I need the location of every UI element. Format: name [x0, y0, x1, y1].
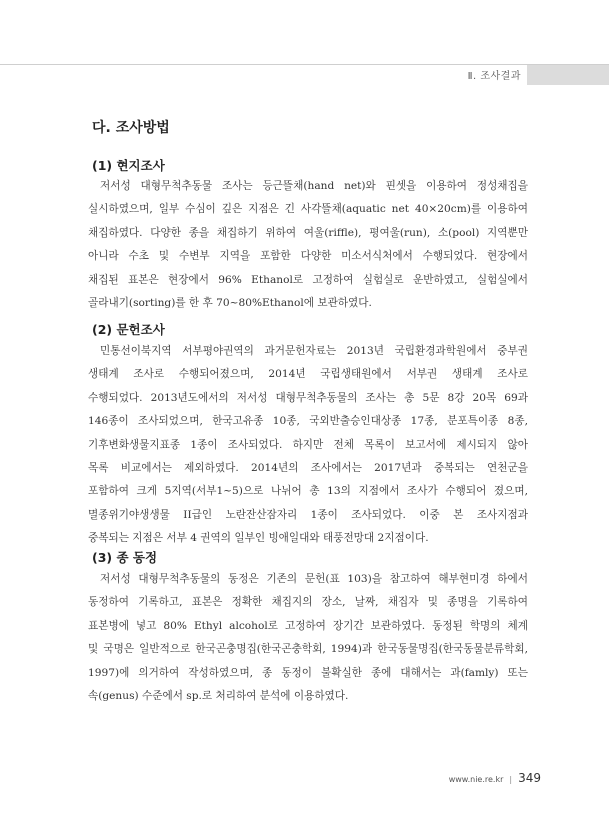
paragraph-line: 146종이 조사되었으며, 한국고유종 10종, 국외반출승인대상종 17종, 분포특이종 8종,: [88, 415, 528, 428]
paragraph-line: 목록 비교에서는 제외하였다. 2014년의 조사에서는 2017년과 중복되는 연천군을: [88, 462, 528, 475]
paragraph-line: 기후변화생물지표종 1종이 조사되었다. 하지만 전체 목록이 보고서에 제시되지 않아: [88, 438, 528, 451]
paragraph-line: 생태계 조사로 수행되어졌으며, 2014년 국립생태원에서 서부권 생태계 조사로: [88, 368, 528, 381]
paragraph-line: 채집된 표본은 현장에서 96% Ethanol로 고정하여 실험실로 운반하였고, 실험실에서: [88, 273, 528, 286]
header-rule: [0, 64, 609, 65]
section-title: 다. 조사방법: [92, 120, 170, 136]
paragraph-species-identification: [88, 568, 528, 708]
paragraph-line: 수행되었다. 2013년도에서의 저서성 대형무척추동물의 조사는 총 5문 8강 20목 69과: [88, 391, 528, 404]
paragraph-line: 동정하여 기록하고, 표본은 정확한 채집지의 장소, 날짜, 채집자 및 종명을 기록하여: [88, 596, 528, 609]
paragraph-line: 골라내기(sorting)를 한 후 70~80%Ethanol에 보관하였다.: [88, 297, 372, 310]
paragraph-field-survey: [88, 175, 528, 315]
paragraph-line: 저서성 대형무척추동물 조사는 등근뜰채(hand net)와 핀셋을 이용하여 정성채집을: [100, 180, 528, 192]
subsection-heading-literature-survey: (2) 문헌조사: [92, 322, 165, 337]
paragraph-line: 아니라 수초 및 수변부 지역을 포함한 다양한 미소서식처에서 수행되었다. 현장에서: [88, 250, 528, 263]
subsection-heading-species-identification: (3) 종 동정: [92, 550, 158, 565]
footer-url[interactable]: www.nie.re.kr: [448, 775, 504, 784]
page-footer: [449, 771, 541, 785]
paragraph-line: 속(genus) 수준에서 sp.로 처리하여 분석에 이용하였다.: [88, 690, 349, 703]
paragraph-line: 채집하였다. 다양한 종을 채집하기 위하여 여울(riffle), 평여울(run), 소(pool) 지역뿐만: [88, 226, 528, 239]
chapter-label: Ⅱ. 조사결과: [467, 71, 521, 82]
page-number: 349: [518, 771, 541, 785]
paragraph-line: 실시하였으며, 일부 수심이 깊은 지점은 긴 사각뜰채(aquatic net 40×20cm)를 이용하여: [88, 203, 528, 216]
paragraph-line: 포함하여 크게 5지역(서부1~5)으로 나뉘어 총 13의 지점에서 조사가 수행되어 졌으며,: [88, 485, 528, 498]
paragraph-line: 저서성 대형무척추동물의 동정은 기존의 문헌(표 103)을 참고하여 해부현미경 하에서: [100, 573, 528, 585]
footer-separator: |: [509, 775, 513, 784]
paragraph-line: 1997)에 의거하여 작성하였으며, 종 동정이 불확실한 종에 대해서는 과(famly) 또는: [88, 666, 528, 679]
paragraph-line: 멸종위기야생생물 II급인 노란잔산잠자리 1종이 조사되었다. 이중 본 조사지점과: [88, 508, 528, 521]
paragraph-literature-survey: [88, 340, 528, 551]
header-tab-decoration: [527, 65, 609, 85]
paragraph-line: 중복되는 지점은 서부 4 권역의 일부인 빙애일대와 태풍전망대 2지점이다.: [88, 532, 429, 545]
subsection-heading-field-survey: (1) 현지조사: [92, 158, 165, 173]
paragraph-line: 민통선이북지역 서부평야권역의 과거문헌자료는 2013년 국립환경과학원에서 중부권: [100, 345, 528, 357]
paragraph-line: 표본병에 넣고 80% Ethyl alcohol로 고정하여 장기간 보관하였다. 동정된 학명의 체계: [88, 619, 528, 632]
paragraph-line: 및 국명은 일반적으로 한국곤충명집(한국곤충학회, 1994)과 한국동물명집(한국동물분류학회,: [88, 643, 528, 656]
